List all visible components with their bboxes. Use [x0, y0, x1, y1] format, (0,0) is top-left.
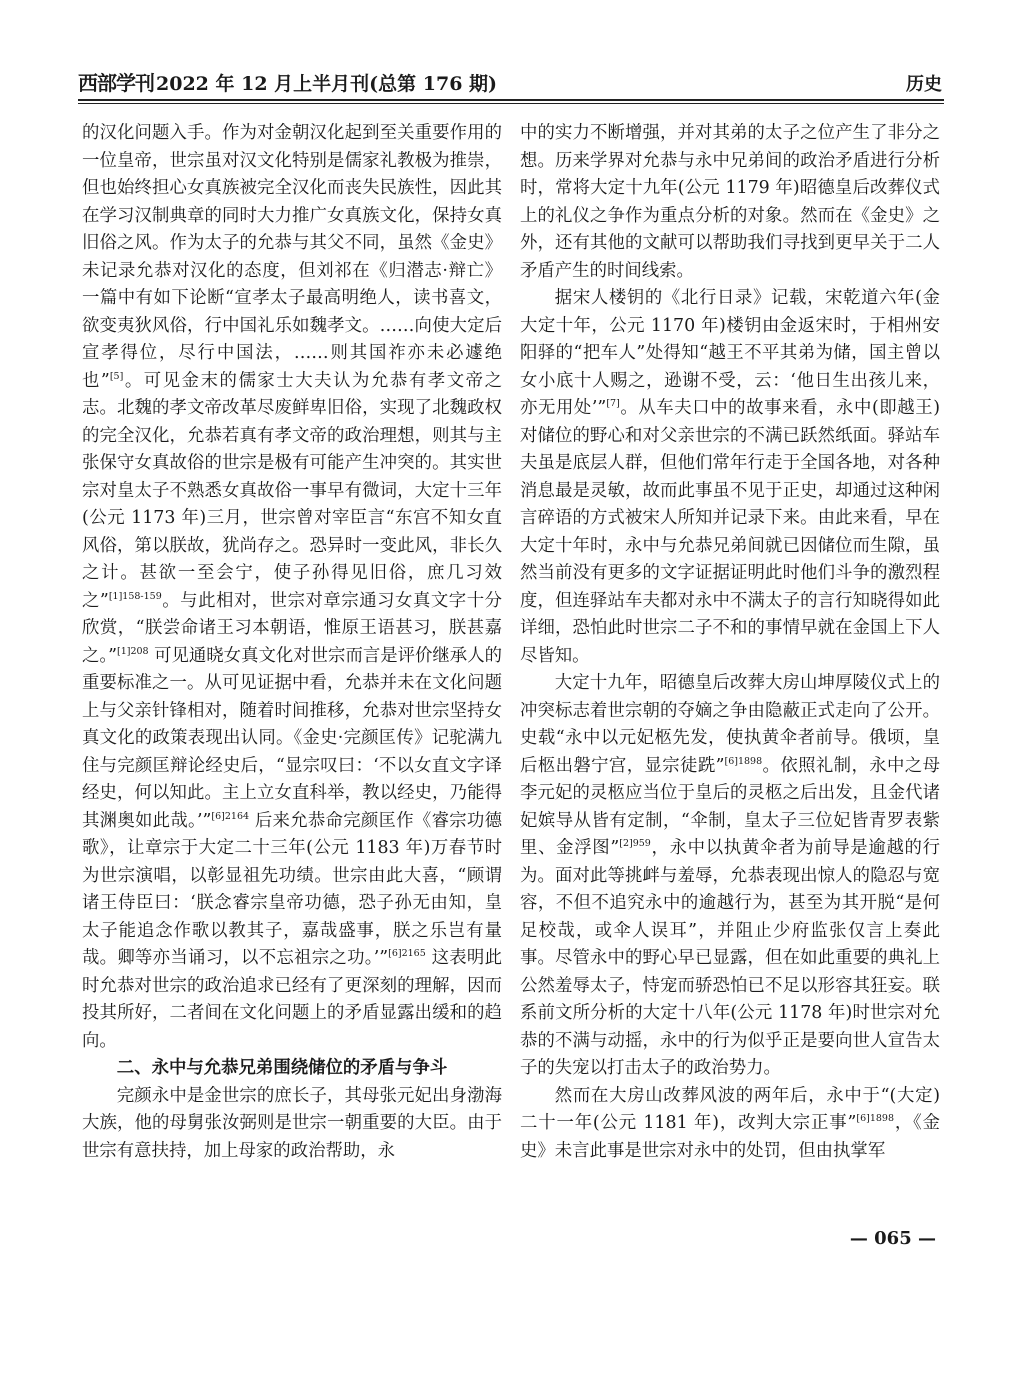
header-rule-thin: [78, 103, 944, 104]
text-run: 可见通晓女真文化对世宗而言是评价继承人的重要标准之一。从可见证据中看，允恭并未在文化问题上与父亲针锋相对，随着时间推移，允恭对世宗坚持女真文化的政策表现出认同。《金史·完颜匡传》记驼满九住与完颜匡辩论经史后，“显宗叹曰：‘不以女直文字译经史，何以知此。主上立女直科举，教以经史，乃能得其渊奥如此哉。’”: [82, 645, 502, 831]
right-column: [520, 120, 940, 1218]
citation-ref: [7]: [606, 398, 620, 409]
citation-ref: [6]1898: [724, 755, 763, 767]
journal-masthead: [78, 67, 497, 96]
header-rule-thick: [78, 99, 944, 101]
text-run: 据宋人楼钥的《北行日录》记载，宋乾道六年(金大定十年，公元 1170 年)楼钥由金返宋时，于相州安阳驿的“把车人”处得知“越王不平其弟为储，国主曾以女小底十人赐之，逊谢不受，云：‘他日生出孩儿来，亦无用处’”: [520, 288, 940, 418]
body-paragraph: [520, 120, 940, 285]
text-run: ，永中以执黄伞者为前导是逾越的行为。面对此等挑衅与羞辱，允恭表现出惊人的隐忍与宽容，不但不追究永中的逾越行为，甚至为其开脱“是何足校哉，或伞人误耳”，并阻止少府监张仅言上奏此事。尽管永中的野心早已显露，但在如此重要的典礼上公然羞辱太子，恃宠而骄恐怕已不足以形容其狂妄。联系前文所分析的大定十八年(公元 1178 年)时世宗对允恭的不满与动摇，永中的行为似乎正是要向世人宣告太子的失宠以打击太子的政治势力。: [520, 838, 940, 1078]
text-run: 的汉化问题入手。作为对金朝汉化起到至关重要作用的一位皇帝，世宗虽对汉文化特别是儒家礼教极为推崇，但也始终担心女真族被完全汉化而丧失民族性，因此其在学习汉制典章的同时大力推广女真族文化，保持女真旧俗之风。作为太子的允恭与其父不同，虽然《金史》未记录允恭对汉化的态度，但刘祁在《归潜志·辩亡》一篇中有如下论断“宣孝太子最高明绝人，读书喜文，欲变夷狄风俗，行中国礼乐如魏孝文。……向使大定后宣孝得位，尽行中国法，……则其国祚亦未必遽绝也”: [82, 123, 502, 391]
text-run: 然而在大房山改葬风波的两年后，永中于“(大定)二十一年(公元 1181 年)，改判大宗正事”: [520, 1085, 940, 1133]
text-run: ，《金史》未言此事是世宗对永中的处罚，但由执掌军: [520, 1113, 940, 1161]
body-paragraph: [82, 1083, 502, 1166]
text-run: 大定十九年，昭德皇后改葬大房山坤厚陵仪式上的冲突标志着世宗朝的夺嫡之争由隐蔽正式走向了公开。史载“永中以元妃柩先发，使执黄伞者前导。俄顷，皇后柩出磐宁宫，显宗徒跣”: [520, 673, 940, 776]
citation-ref: [1]208: [116, 645, 149, 657]
issue-info: 2022 年 12 月上半月刊(总第 176 期): [156, 73, 498, 95]
journal-logo: 西部学刊: [78, 71, 154, 95]
text-run: 中的实力不断增强，并对其弟的太子之位产生了非分之想。历来学界对允恭与永中兄弟间的政治矛盾进行分析时，常将大定十九年(公元 1179 年)昭德皇后改葬仪式上的礼仪之争作为重点分析的对象。然而在《金史》之外，还有其他的文献可以帮助我们寻找到更早关于二人矛盾产生的时间线索。: [520, 123, 940, 281]
citation-ref: [6]2165: [388, 948, 426, 959]
section-heading: 二、永中与允恭兄弟围绕储位的矛盾与争斗: [116, 1058, 448, 1078]
text-run: 。从车夫口中的故事来看，永中(即越王)对储位的野心和对父亲世宗的不满已跃然纸面。驿站车夫虽是底层人群，但他们常年行走于全国各地，对各种消息最是灵敏，故而此事虽不见于正史，却通过这种闲言碎语的方式被宋人所知并记录下来。由此来看，早在大定十年时，永中与允恭兄弟间就已因储位而生隙，虽然当前没有更多的文字证据证明此时他们斗争的激烈程度，但连驿站车夫都对永中不满太子的言行知晓得如此详细，恐怕此时世宗二子不和的事情早就在金国上下人尽皆知。: [520, 398, 940, 666]
section-name: 历史: [906, 74, 942, 95]
left-column: [82, 120, 502, 1218]
text-run: 。可见金末的儒家士大夫认为允恭有孝文帝之志。北魏的孝文帝改革尽废鲜卑旧俗，实现了北魏政权的完全汉化，允恭若真有孝文帝的政治理想，则其与主张保守女真故俗的世宗是极有可能产生冲突的。其实世宗对皇太子不熟悉女真故俗一事早有微词，大定十三年(公元 1173 年)三月，世宗曾对宰臣言“东宫不知女直风俗，第以朕故，犹尚存之。恐异时一变此风，非长久之计。甚欲一至会宁，使子孙得见旧俗，庶几习效之”: [82, 370, 502, 611]
citation-ref: [6]1898: [856, 1113, 894, 1124]
text-run: 完颜永中是金世宗的庶长子，其母张元妃出身渤海大族，他的母舅张汝弼则是世宗一朝重要的大臣。由于世宗有意扶持，加上母家的政治帮助，永: [82, 1085, 502, 1161]
text-run: 。与此相对，世宗对章宗通习女真文字十分欣赏，“朕尝命诸王习本朝语，惟原王语甚习，朕甚嘉之。”: [82, 590, 502, 666]
body-paragraph: [520, 1083, 940, 1166]
page-number: — 065 —: [849, 1228, 936, 1249]
citation-ref: [6]2164: [211, 810, 250, 822]
text-run: 这表明此时允恭对世宗的政治追求已经有了更深刻的理解，因而投其所好，二者间在文化问题上的矛盾显露出缓和的趋向。: [82, 948, 502, 1051]
text-run: 。依照礼制，永中之母李元妃的灵柩应当位于皇后的灵柩之后出发，且金代诸妃嫔导从皆有定制，“伞制，皇太子三位妃皆青罗表紫里、金浮图”: [520, 755, 940, 858]
body-paragraph: [82, 120, 502, 1055]
body-paragraph: [520, 285, 940, 670]
citation-ref: [1]158-159: [108, 590, 162, 602]
body-paragraph: [520, 670, 940, 1083]
text-run: 后来允恭命完颜匡作《睿宗功德歌》，让章宗于大定二十三年(公元 1183 年)万春节时为世宗演唱，以彰显祖先功绩。世宗由此大喜，“顾谓诸王侍臣曰：‘朕念睿宗皇帝功德，恐子孙无由知，皇太子能追念作歌以教其子，嘉哉盛事，朕之乐岂有量哉。卿等亦当诵习，以不忘祖宗之功。’”: [82, 810, 502, 968]
citation-ref: [5]: [109, 370, 124, 382]
citation-ref: [2]959: [619, 838, 651, 849]
running-header: [78, 68, 944, 104]
